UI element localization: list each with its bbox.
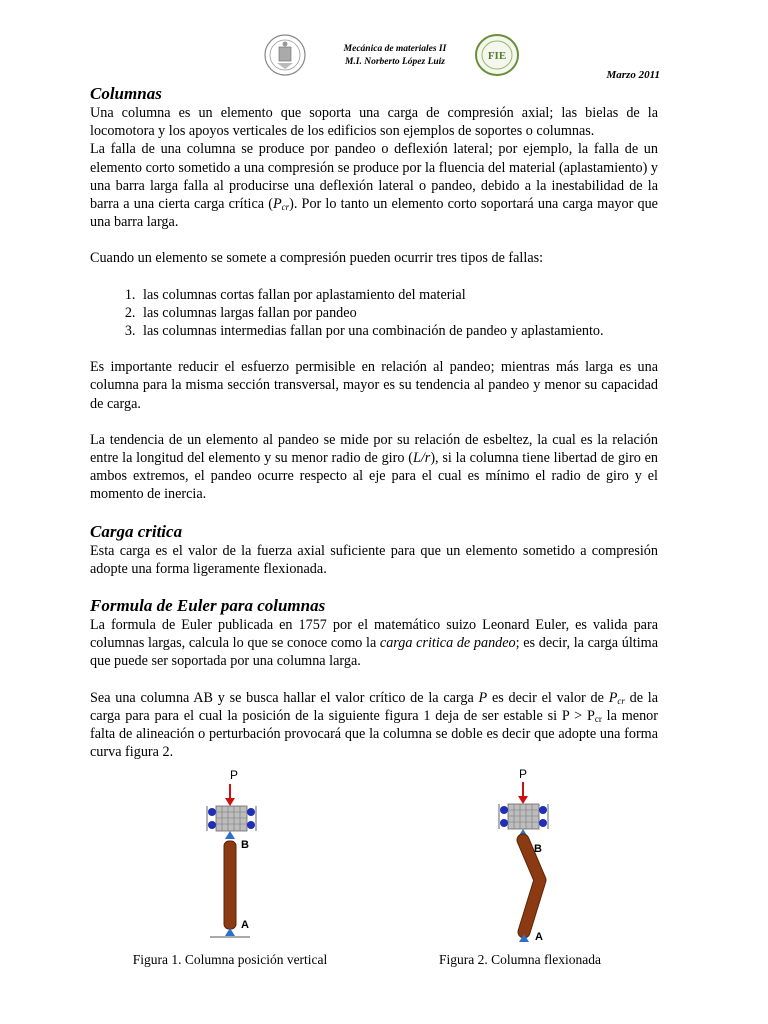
euler2-text-a: Sea una columna AB y se busca hallar el valor crítico de la carga [90, 689, 479, 706]
guide-block [216, 806, 247, 831]
section-title-columnas: Columnas [90, 84, 162, 103]
list-fallas [90, 286, 658, 341]
header-course-info [320, 43, 470, 69]
esbeltez-text-a: La tendencia de un elemento al pandeo se mide por su relación de esbeltez, la cual es la relación entre la longitud del elemento y su menor radio de giro ( [90, 431, 658, 467]
list-item: 3. las columnas intermedias fallan por una combinación de pandeo y aplastamiento. [139, 322, 658, 340]
label-b: B [534, 843, 542, 855]
pcr-sub: cr [617, 695, 625, 706]
euler2-text-d: la menor falta de alineación o perturbación provocará que la columna se doble es decir que adopte una forma curva figura 2. [90, 707, 658, 761]
euler-emphasis: carga critica de pandeo [379, 635, 516, 652]
load-arrowhead [518, 796, 528, 804]
university-seal-logo [263, 33, 307, 77]
label-a: A [535, 931, 543, 943]
header-date: Marzo 2011 [606, 69, 660, 81]
esbeltez-text-b: ), si la columna tiene libertad de giro en ambos extremos, el pandeo ocurre respecto al eje para el cual es mínimo el radio de giro y el momento de inercia. [90, 450, 658, 503]
pcr-p: P [608, 689, 618, 706]
paragraph-esfuerzo: Es importante reducir el esfuerzo permisible en relación al pandeo; mientras más larga es una columna para la misma sección transversal, mayor es su tendencia al pandeo y menor su capacidad de carga. [90, 359, 658, 412]
main-content [90, 84, 658, 761]
euler2-text-b: es decir el valor de [487, 689, 609, 706]
paragraph-esbeltez [90, 431, 658, 504]
pin-a [225, 928, 235, 936]
pcr-symbol [609, 690, 625, 706]
pcr-symbol [273, 196, 289, 212]
euler-text-a: La formula de Euler publicada en 1757 por el matemático suizo Leonard Euler, es valida para columnas largas, calcula lo que se conoce como la [90, 617, 658, 652]
column-bar [224, 841, 236, 929]
header-course: Mecánica de materiales II [343, 44, 447, 54]
figure-1-caption: Figura 1. Columna posición vertical [132, 952, 328, 967]
figure-2-caption: Figura 2. Columna flexionada [439, 952, 601, 967]
pcr-sub: cr [594, 713, 602, 724]
paragraph-falla [90, 140, 658, 231]
header-author: M.I. Norberto López Luiz [344, 57, 446, 67]
euler2-P: P [478, 689, 488, 706]
esbeltez-ratio: L/r [412, 450, 431, 467]
paragraph-euler-1 [90, 616, 658, 671]
paragraph-definicion: Una columna es un elemento que soporta una carga de compresión axial; las bielas de la locomotora y los apoyos verticales de los edificios son ejemplos de soportes o columnas. [90, 105, 658, 140]
guide-block [508, 804, 539, 829]
paragraph-euler-2 [90, 689, 658, 762]
falla-text-b: ). Por lo tanto un elemento corto soportará una carga mayor que una barra larga. [90, 196, 658, 231]
figure-1-vertical-column [180, 764, 290, 942]
list-item: 1. las columnas cortas fallan por aplastamiento del material [139, 286, 658, 304]
euler-text-b: ; es decir, la carga última que puede ser soportada por una columna larga. [90, 635, 658, 670]
label-a: A [241, 919, 249, 931]
paragraph-carga-critica: Esta carga es el valor de la fuerza axial suficiente para que un elemento sometido a compresión adopte una forma ligeramente flexionada. [90, 542, 658, 577]
roller-left-bottom [500, 819, 508, 827]
falla-text-a: La falla de una columna se produce por pandeo o deflexión lateral; por ejemplo, la falla de un elemento corto sometido a una compresión se produce por la fluencia del material (aplastamiento) y una barra larga falla al producirse una deflexión lateral o pandeo, debido a la inestabilidad de la barra a una cierta carga crítica ( [90, 141, 658, 213]
load-label: P [519, 767, 528, 781]
roller-right-top [539, 806, 547, 814]
roller-left-top [500, 806, 508, 814]
roller-right-top [247, 808, 255, 816]
paragraph-fallas-intro: Cuando un elemento se somete a compresión pueden ocurrir tres tipos de fallas: [90, 250, 544, 267]
figure-2-buckled-column [474, 764, 584, 944]
roller-left-top [208, 808, 216, 816]
section-title-carga-critica: Carga critica [90, 521, 183, 541]
list-item: 2. las columnas largas fallan por pandeo [139, 304, 658, 322]
roller-left-bottom [208, 821, 216, 829]
pcr-p: P [272, 196, 282, 213]
load-arrowhead [225, 798, 235, 806]
euler2-text-c: de la carga para para el cual la posición de la siguiente figura 1 deja de ser estable si P > P [90, 689, 658, 724]
section-title-euler: Formula de Euler para columnas [90, 596, 326, 616]
label-b: B [241, 839, 249, 851]
faculty-logo-mark: FIE [487, 50, 507, 62]
pcr-sub: cr [281, 202, 290, 213]
faculty-logo [474, 33, 520, 77]
pin-b [225, 831, 235, 839]
roller-right-bottom [539, 819, 547, 827]
load-label: P [230, 768, 239, 782]
roller-right-bottom [247, 821, 255, 829]
